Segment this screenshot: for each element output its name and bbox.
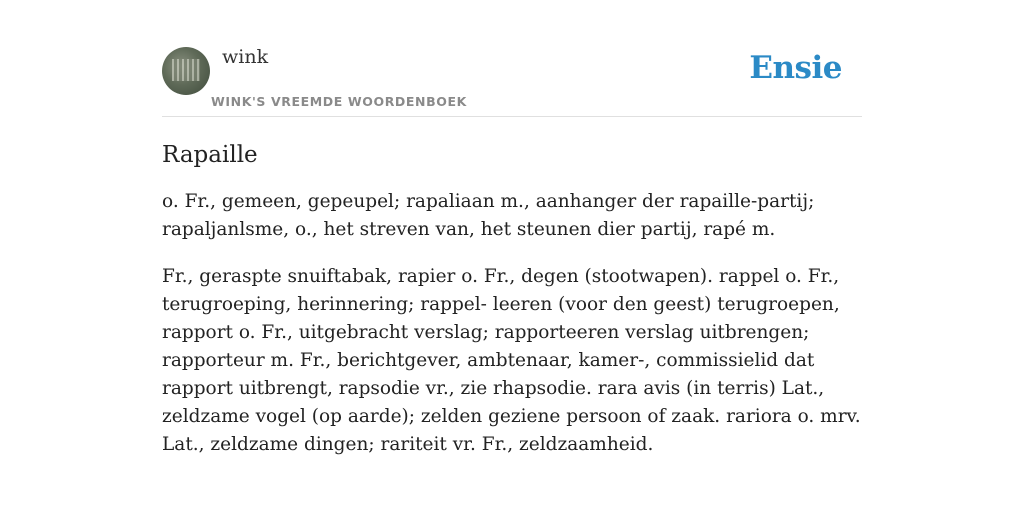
entry-title: Rapaille (162, 142, 258, 168)
entry-paragraph-2: Fr., geraspte snuiftabak, rapier o. Fr., degen (stootwapen). rappel o. Fr., terugroeping, herinnering; rappel- leeren (voor den geest) terugroepen, rapport o. Fr., uitgebracht verslag; rapporteeren verslag uitbrengen; rapporteur m. Fr., berichtgever, ambtenaar, kamer-, commissielid dat rapport uitbrengt, rapsodie vr., zie rhapsodie. rara avis (in terris) Lat., zeldzame vogel (op aarde); zelden geziene persoon of zaak. rariora o. mrv. Lat., zeldzame dingen; rariteit vr. Fr., zeldzaamheid. (162, 266, 861, 455)
user-avatar-icon[interactable] (162, 47, 210, 95)
user-name-link[interactable]: wink (222, 46, 269, 68)
entry-paragraph-1: o. Fr., gemeen, gepeupel; rapaliaan m., aanhanger der rapaille-partij; rapaljanlsme, o., het streven van, het steunen dier partij, rapé m. (162, 191, 815, 240)
entry-header (162, 0, 862, 117)
ensie-logo[interactable]: Ensie (749, 50, 842, 86)
source-name-link[interactable]: WINK'S VREEMDE WOORDENBOEK (211, 94, 467, 109)
entry-card (162, 0, 862, 459)
